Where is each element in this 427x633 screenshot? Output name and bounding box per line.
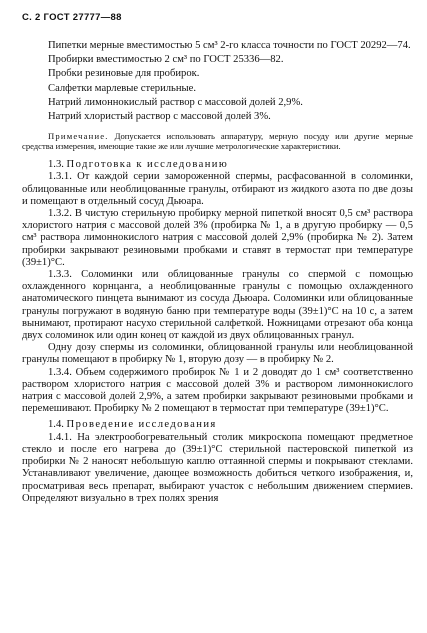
paragraph-1-4-1: 1.4.1. На электрообогревательный столик микроскопа помещают предметное стекло и после его нагрева до (39±1)°С стерильной пастеровской пипеткой из пробирки № 2 наносят небольшую каплю оттаянной спермы и покрывают стеклами. Устанавливают увеличение, дающее возможность добиться четкого изображения, и, просматривая весь препарат, выбирают участок с небольшим движением спермиев. Определяют визуально в трех полях зрения — [22, 431, 413, 504]
paragraph-1-3-1: 1.3.1. От каждой серии замороженной спермы, расфасованной в соломинки, облицованные или необлицованные гранулы, отбирают из жидкого азота по две дозы и помещают в отдельный сосуд Дьюара. — [22, 171, 413, 207]
section-heading-1-3 — [22, 159, 413, 171]
paragraph-1-3-2: 1.3.2. В чистую стерильную пробирку мерной пипеткой вносят 0,5 см³ раствора хлористого натрия с массовой долей 3% (пробирка № 1, а в другую пробирку — 0,5 см³ раствора лимоннокислого натрия с массовой долей 2,9% (пробирка № 2). Затем пробирки закрывают резиновыми пробками и ставят в термостат при температуре (39±1)°С. — [22, 208, 413, 268]
section-title: Проведение исследования — [66, 419, 217, 431]
page-header: С. 2 ГОСТ 27777—88 — [22, 12, 122, 23]
note — [22, 131, 413, 151]
material-item: Натрий лимоннокислый раствор с массовой долей 2,9%. — [48, 96, 303, 108]
section-number: 1.3. — [48, 159, 64, 171]
material-item: Салфетки марлевые стерильные. — [48, 82, 197, 94]
section-heading-1-4 — [22, 419, 413, 431]
note-text: Допускается использовать аппаратуру, мерную посуду или другие мерные средства измерения, имеющие такие же или лучшие метрологические характеристики. — [22, 131, 413, 152]
section-title: Подготовка к исследованию — [66, 159, 229, 171]
material-item: Пробирки вместимостью 2 см³ по ГОСТ 25336—82. — [48, 54, 284, 66]
material-item: Пипетки мерные вместимостью 5 см³ 2-го класса точности по ГОСТ 20292—74. — [48, 40, 411, 51]
material-item: Натрий хлористый раствор с массовой долей 3%. — [48, 111, 271, 123]
paragraph-1-3-3: 1.3.3. Соломинки или облицованные гранулы со спермой с помощью охлажденного корнцанга, а необлицованные гранулы с помощью охлажденного анатомического пинцета вынимают из сосуда Дьюара. Соломинки или облицованные гранулы погружают в водяную баню при температуре воды (39±1)°С на 10 с, а затем вынимают, протирают насухо стерильной салфеткой. Ножницами отрезают оба конца двух соломинок или один конец от каждой из двух облицованных гранул. — [22, 269, 413, 342]
material-item: Пробки резиновые для пробирок. — [48, 68, 200, 80]
paragraph-1-3-3-cont: Одну дозу спермы из соломинки, облицованной гранулы или необлицованной гранулы помещают в пробирку № 1, вторую дозу — в пробирку № 2. — [22, 342, 413, 366]
document-body — [22, 40, 413, 505]
note-label: Примечание. — [48, 131, 109, 142]
section-number: 1.4. — [48, 419, 64, 431]
materials-list — [22, 40, 413, 123]
paragraph-1-3-4: 1.3.4. Объем содержимого пробирок № 1 и 2 доводят до 1 см³ соответственно раствором хлористого натрия с массовой долей 3% и раствором лимоннокислого натрия с массовой долей 2,9%, а затем пробирки закрывают резиновыми пробками и перемешивают. Пробирку № 2 помещают в термостат при температуре (39±1)°С. — [22, 366, 413, 415]
